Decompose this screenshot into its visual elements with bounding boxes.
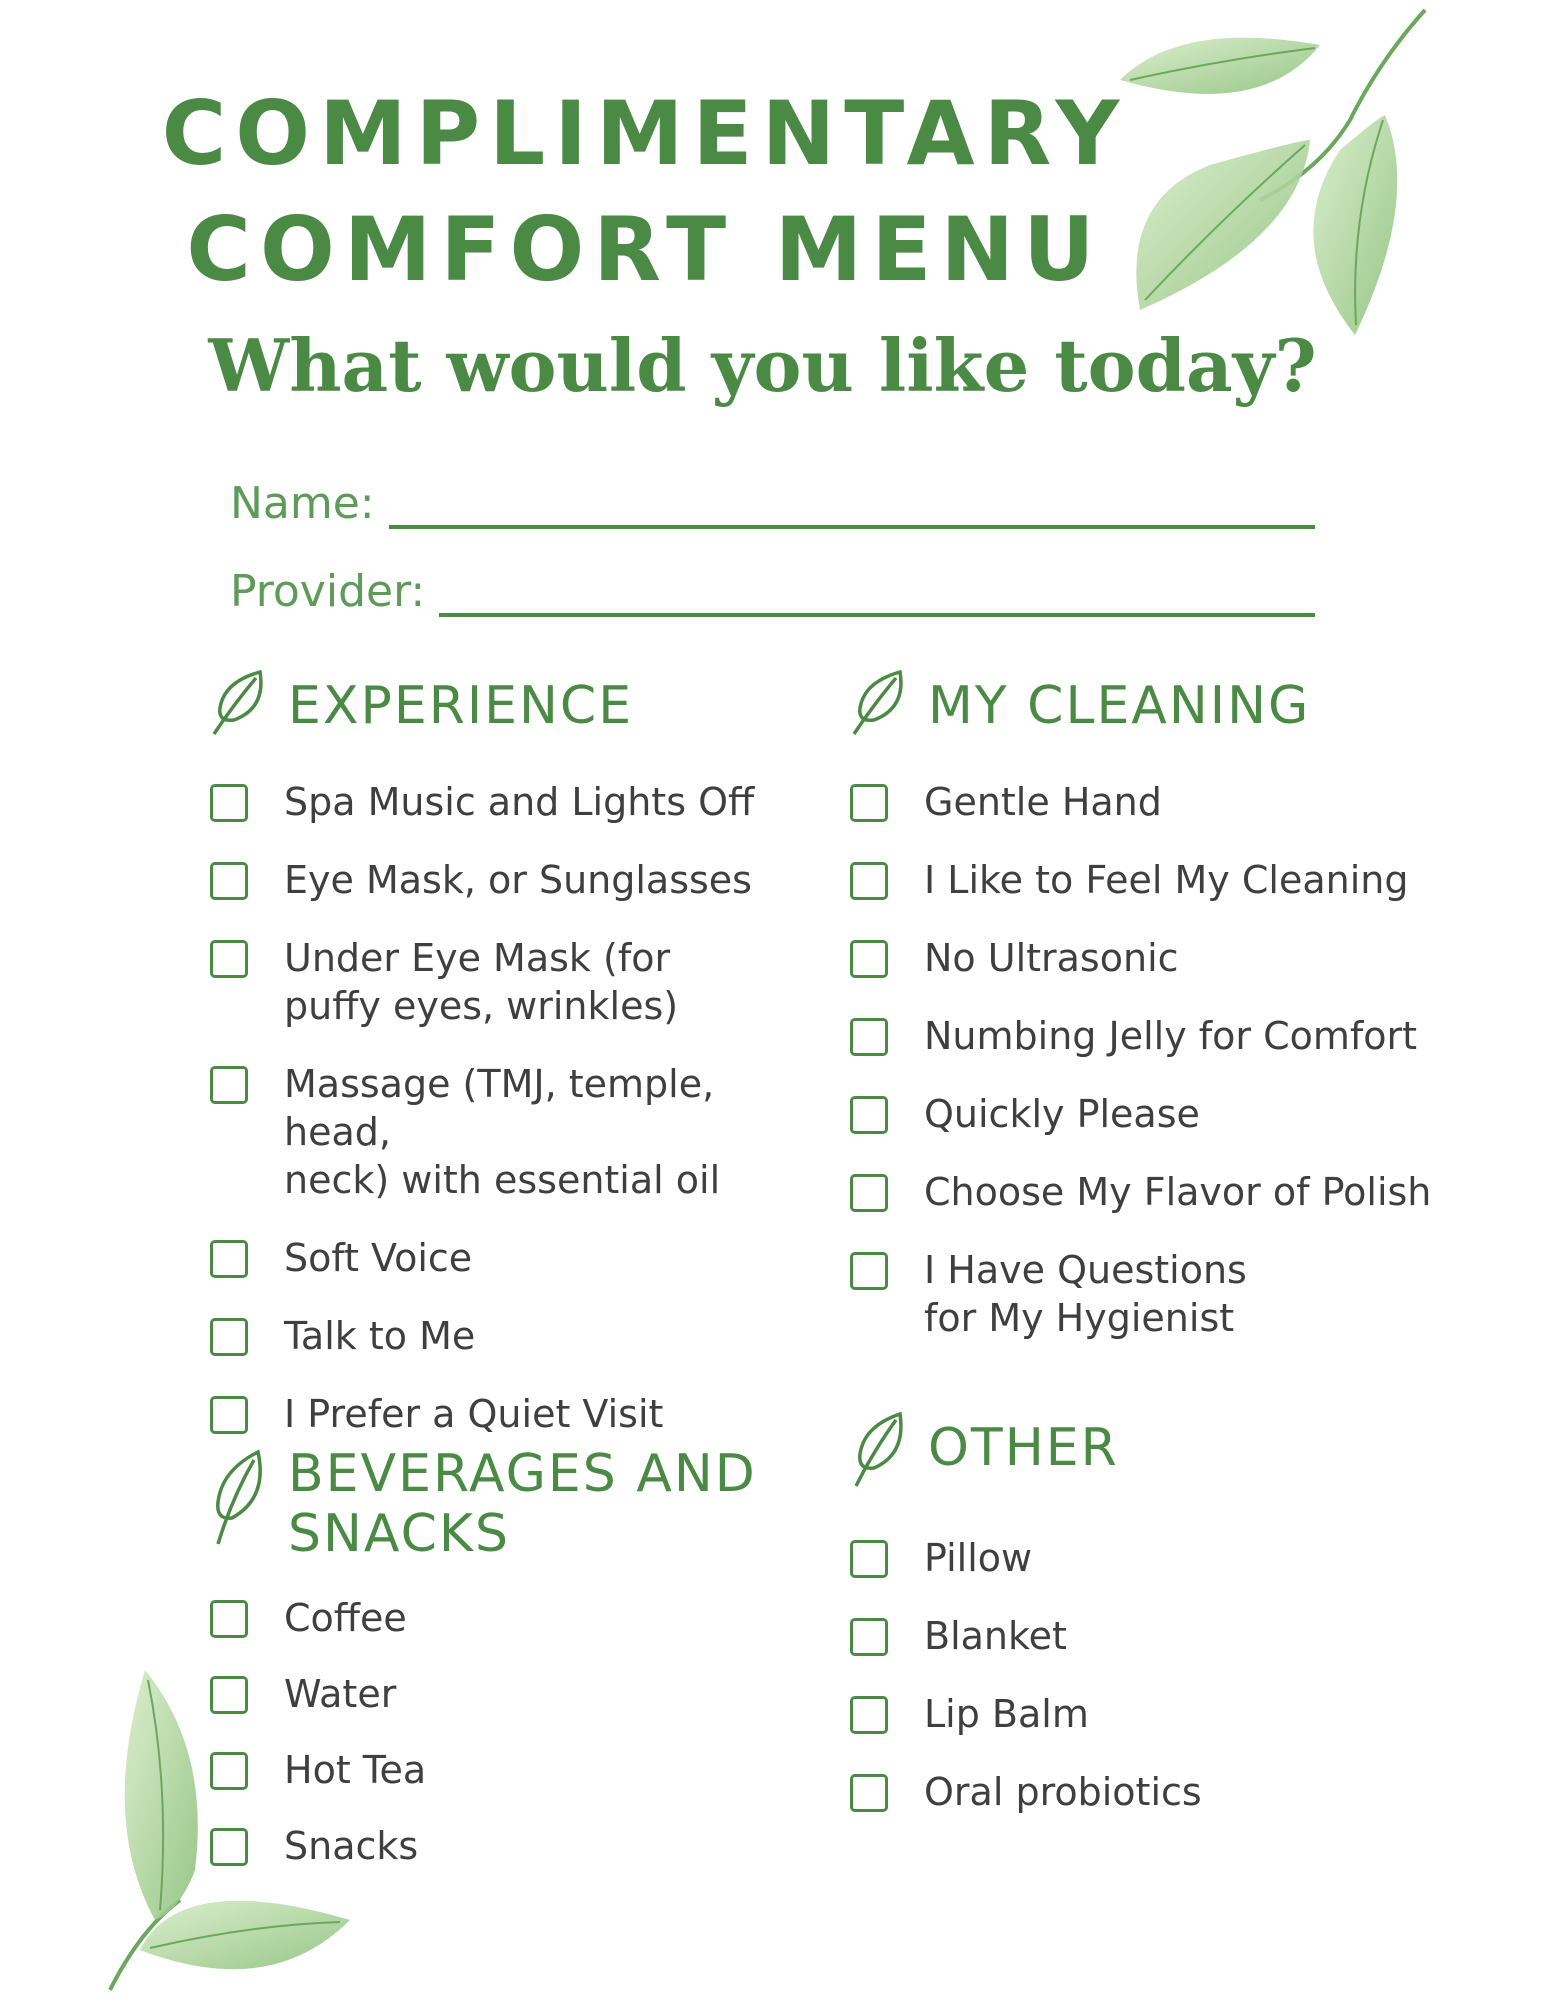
list-item xyxy=(210,1670,830,1718)
list-item xyxy=(210,1234,830,1282)
item-label: Choose My Flavor of Polish xyxy=(924,1170,1432,1214)
name-label: Name: xyxy=(230,478,375,529)
checkbox[interactable] xyxy=(850,940,888,978)
list-item xyxy=(210,1746,830,1794)
list-item xyxy=(850,1612,1490,1660)
checkbox[interactable] xyxy=(850,1018,888,1056)
item-label: Lip Balm xyxy=(924,1692,1089,1736)
checkbox[interactable] xyxy=(850,1696,888,1734)
checkbox[interactable] xyxy=(210,1828,248,1866)
section-title-other: OTHER xyxy=(928,1418,1119,1478)
item-label: I Have Questions for My Hygienist xyxy=(924,1248,1247,1340)
section-beverages-and-snacks xyxy=(210,1436,830,1870)
item-label: Talk to Me xyxy=(284,1314,476,1358)
item-label: I Like to Feel My Cleaning xyxy=(924,858,1409,902)
item-label: Blanket xyxy=(924,1614,1067,1658)
item-label: Soft Voice xyxy=(284,1236,473,1280)
list-item xyxy=(210,1594,830,1642)
list-item xyxy=(210,1312,830,1360)
leaf-outline-icon xyxy=(850,668,906,738)
title-line-2: COMFORT MENU xyxy=(186,198,1104,301)
name-field[interactable] xyxy=(230,478,1315,529)
checkbox[interactable] xyxy=(850,1540,888,1578)
name-input-line[interactable] xyxy=(389,515,1315,529)
list-item xyxy=(850,934,1490,982)
item-label: Pillow xyxy=(924,1536,1033,1580)
list-item xyxy=(850,1690,1490,1738)
item-label: Snacks xyxy=(284,1824,419,1868)
checkbox[interactable] xyxy=(210,1066,248,1104)
checkbox[interactable] xyxy=(850,784,888,822)
item-label: No Ultrasonic xyxy=(924,936,1179,980)
provider-field[interactable] xyxy=(230,566,1315,617)
list-item xyxy=(850,1246,1490,1342)
leaf-outline-icon xyxy=(850,1410,906,1490)
checkbox[interactable] xyxy=(210,1240,248,1278)
provider-input-line[interactable] xyxy=(439,603,1315,617)
section-title-beverages-and-snacks: BEVERAGES AND SNACKS xyxy=(288,1444,757,1564)
item-label: Quickly Please xyxy=(924,1092,1200,1136)
list-item xyxy=(850,1012,1490,1060)
item-label: Hot Tea xyxy=(284,1748,427,1792)
list-item xyxy=(210,1822,830,1870)
list-item xyxy=(210,1390,830,1438)
list-item xyxy=(850,1768,1490,1816)
item-label: Gentle Hand xyxy=(924,780,1162,824)
checkbox[interactable] xyxy=(210,1676,248,1714)
list-item xyxy=(210,934,830,1030)
checkbox[interactable] xyxy=(850,1174,888,1212)
checkbox[interactable] xyxy=(210,1396,248,1434)
section-other xyxy=(850,1410,1490,1816)
item-label: Under Eye Mask (for puffy eyes, wrinkles) xyxy=(284,936,679,1028)
item-label: Water xyxy=(284,1672,397,1716)
checkbox[interactable] xyxy=(210,862,248,900)
subtitle: What would you like today? xyxy=(208,323,1317,408)
section-title-my-cleaning: MY CLEANING xyxy=(928,676,1311,736)
item-label: Numbing Jelly for Comfort xyxy=(924,1014,1418,1058)
checkbox[interactable] xyxy=(850,862,888,900)
checkbox[interactable] xyxy=(210,940,248,978)
list-item xyxy=(850,1168,1490,1216)
checkbox[interactable] xyxy=(210,1600,248,1638)
checkbox[interactable] xyxy=(210,784,248,822)
list-item xyxy=(210,856,830,904)
section-title-experience: EXPERIENCE xyxy=(288,676,634,736)
checkbox[interactable] xyxy=(210,1752,248,1790)
item-label: Eye Mask, or Sunglasses xyxy=(284,858,752,902)
section-my-cleaning xyxy=(850,668,1490,1342)
list-item xyxy=(210,1060,830,1204)
section-experience xyxy=(210,668,830,1438)
item-label: Oral probiotics xyxy=(924,1770,1202,1814)
title-line-1: COMPLIMENTARY xyxy=(161,82,1129,185)
provider-label: Provider: xyxy=(230,566,426,617)
list-item xyxy=(210,778,830,826)
checkbox[interactable] xyxy=(210,1318,248,1356)
leaf-outline-icon xyxy=(210,1448,266,1548)
list-item xyxy=(850,856,1490,904)
item-label: Spa Music and Lights Off xyxy=(284,780,755,824)
leaf-outline-icon xyxy=(210,668,266,738)
list-item xyxy=(850,778,1490,826)
checkbox[interactable] xyxy=(850,1096,888,1134)
checkbox[interactable] xyxy=(850,1252,888,1290)
list-item xyxy=(850,1534,1490,1582)
list-item xyxy=(850,1090,1490,1138)
item-label: I Prefer a Quiet Visit xyxy=(284,1392,664,1436)
item-label: Massage (TMJ, temple, head, neck) with essential oil xyxy=(284,1062,721,1202)
checkbox[interactable] xyxy=(850,1618,888,1656)
item-label: Coffee xyxy=(284,1596,407,1640)
checkbox[interactable] xyxy=(850,1774,888,1812)
